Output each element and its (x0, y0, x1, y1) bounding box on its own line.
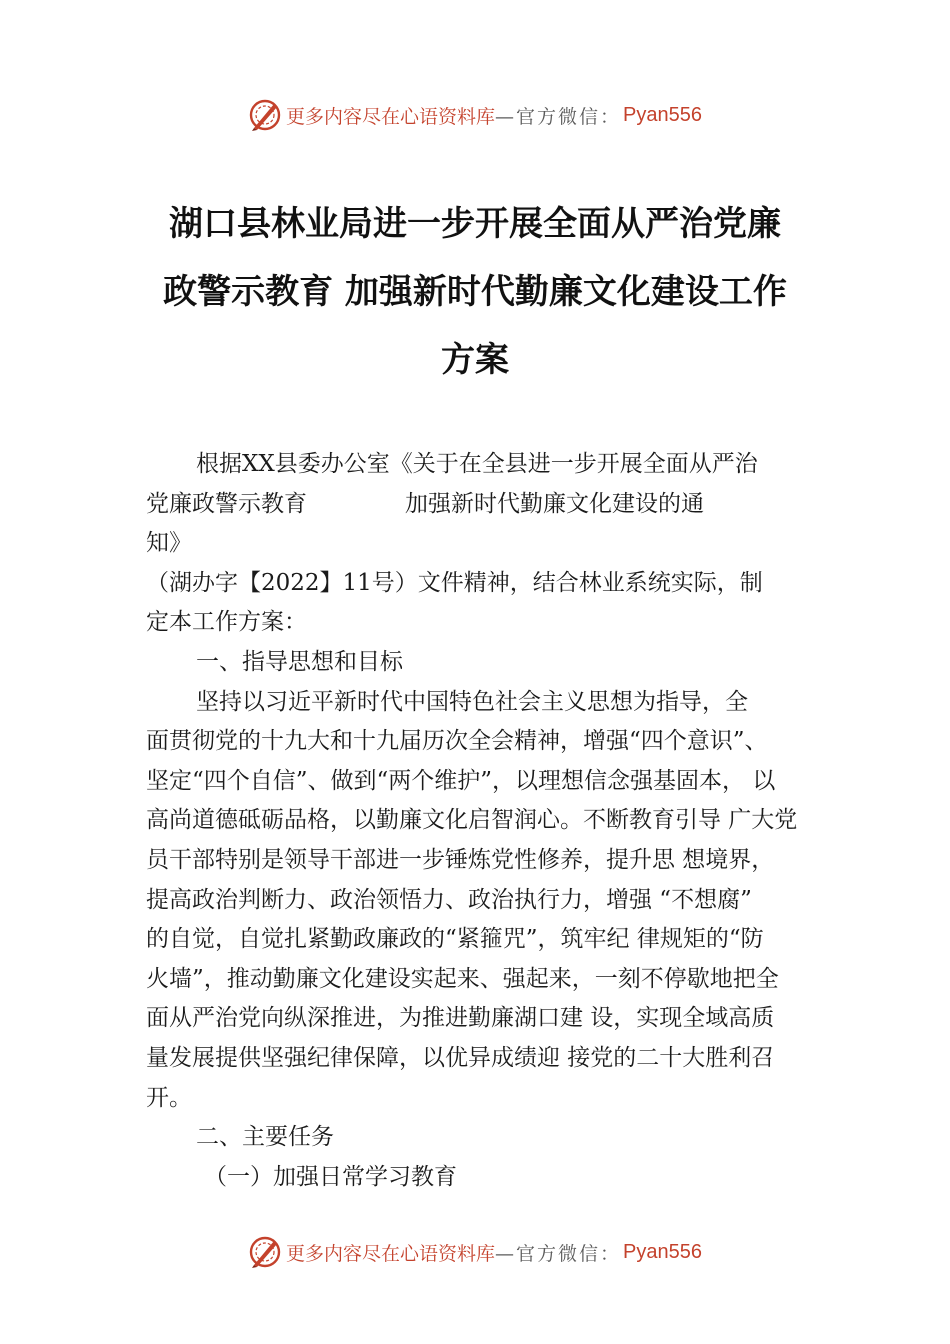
body-line-segment: 加强新时代勤廉文化建设的通 (405, 490, 704, 517)
body-line: 火墙”，推动勤廉文化建设实起来、强起来，一刻不停歇地把全 (146, 965, 779, 992)
body-line (146, 485, 836, 525)
banner-main-text: 更多内容尽在心语资料库 (286, 1242, 496, 1265)
title-line-3: 方案 (441, 340, 509, 380)
title-line-1: 湖口县林业局进一步开展全面从严治党廉 (169, 204, 781, 244)
banner-wechat-label: —官方微信： (495, 1242, 622, 1265)
pen-logo-icon (248, 1235, 282, 1269)
footer-watermark-banner (0, 1232, 950, 1272)
body-line: 量发展提供坚强纪律保障，以优异成绩迎 接党的二十大胜利召 (146, 1044, 775, 1071)
section-heading: 一、指导思想和目标 (196, 648, 403, 675)
pen-logo-icon (248, 98, 282, 132)
body-line: 高尚道德砥砺品格，以勤廉文化启智润心。不断教育引导 广大党 (146, 807, 798, 834)
body-line: 坚定“四个自信”、做到“两个维护”，以理想信念强基固本， 以 (146, 767, 776, 794)
banner-wechat-label: —官方微信： (495, 105, 622, 128)
banner-wechat-account: Pyan556 (623, 1240, 702, 1263)
body-line: 开。 (146, 1084, 192, 1111)
section-heading: 二、主要任务 (196, 1124, 334, 1151)
body-line: 提高政治判断力、政治领悟力、政治执行力，增强 “不想腐” (146, 886, 752, 913)
body-line: 面从严治党向纵深推进，为推进勤廉湖口建 设，实现全域高质 (146, 1005, 775, 1032)
header-watermark-banner (0, 95, 950, 135)
body-line: 知》 (146, 530, 192, 557)
banner-main-text: 更多内容尽在心语资料库 (286, 105, 496, 128)
document-title (120, 190, 830, 394)
body-line: 坚持以习近平新时代中国特色社会主义思想为指导，全 (196, 688, 748, 715)
body-line: 定本工作方案： (146, 609, 307, 636)
subsection-heading: （一）加强日常学习教育 (204, 1163, 457, 1190)
body-line: 面贯彻党的十九大和十九届历次全会精神，增强“四个意识”、 (146, 728, 768, 755)
body-line-segment: 党廉政警示教育 (146, 490, 307, 517)
body-line: 根据XX县委办公室《关于在全县进一步开展全面从严治 (196, 451, 758, 477)
banner-wechat-account: Pyan556 (623, 103, 702, 126)
document-body (146, 445, 836, 1197)
body-line: （湖办字【2022】11号）文件精神，结合林业系统实际，制 (146, 569, 763, 596)
body-line: 员干部特别是领导干部进一步锤炼党性修养，提升思 想境界， (146, 846, 775, 873)
body-line: 的自觉，自觉扎紧勤政廉政的“紧箍咒”，筑牢纪 律规矩的“防 (146, 926, 764, 953)
title-line-2: 政警示教育 加强新时代勤廉文化建设工作 (163, 272, 787, 312)
